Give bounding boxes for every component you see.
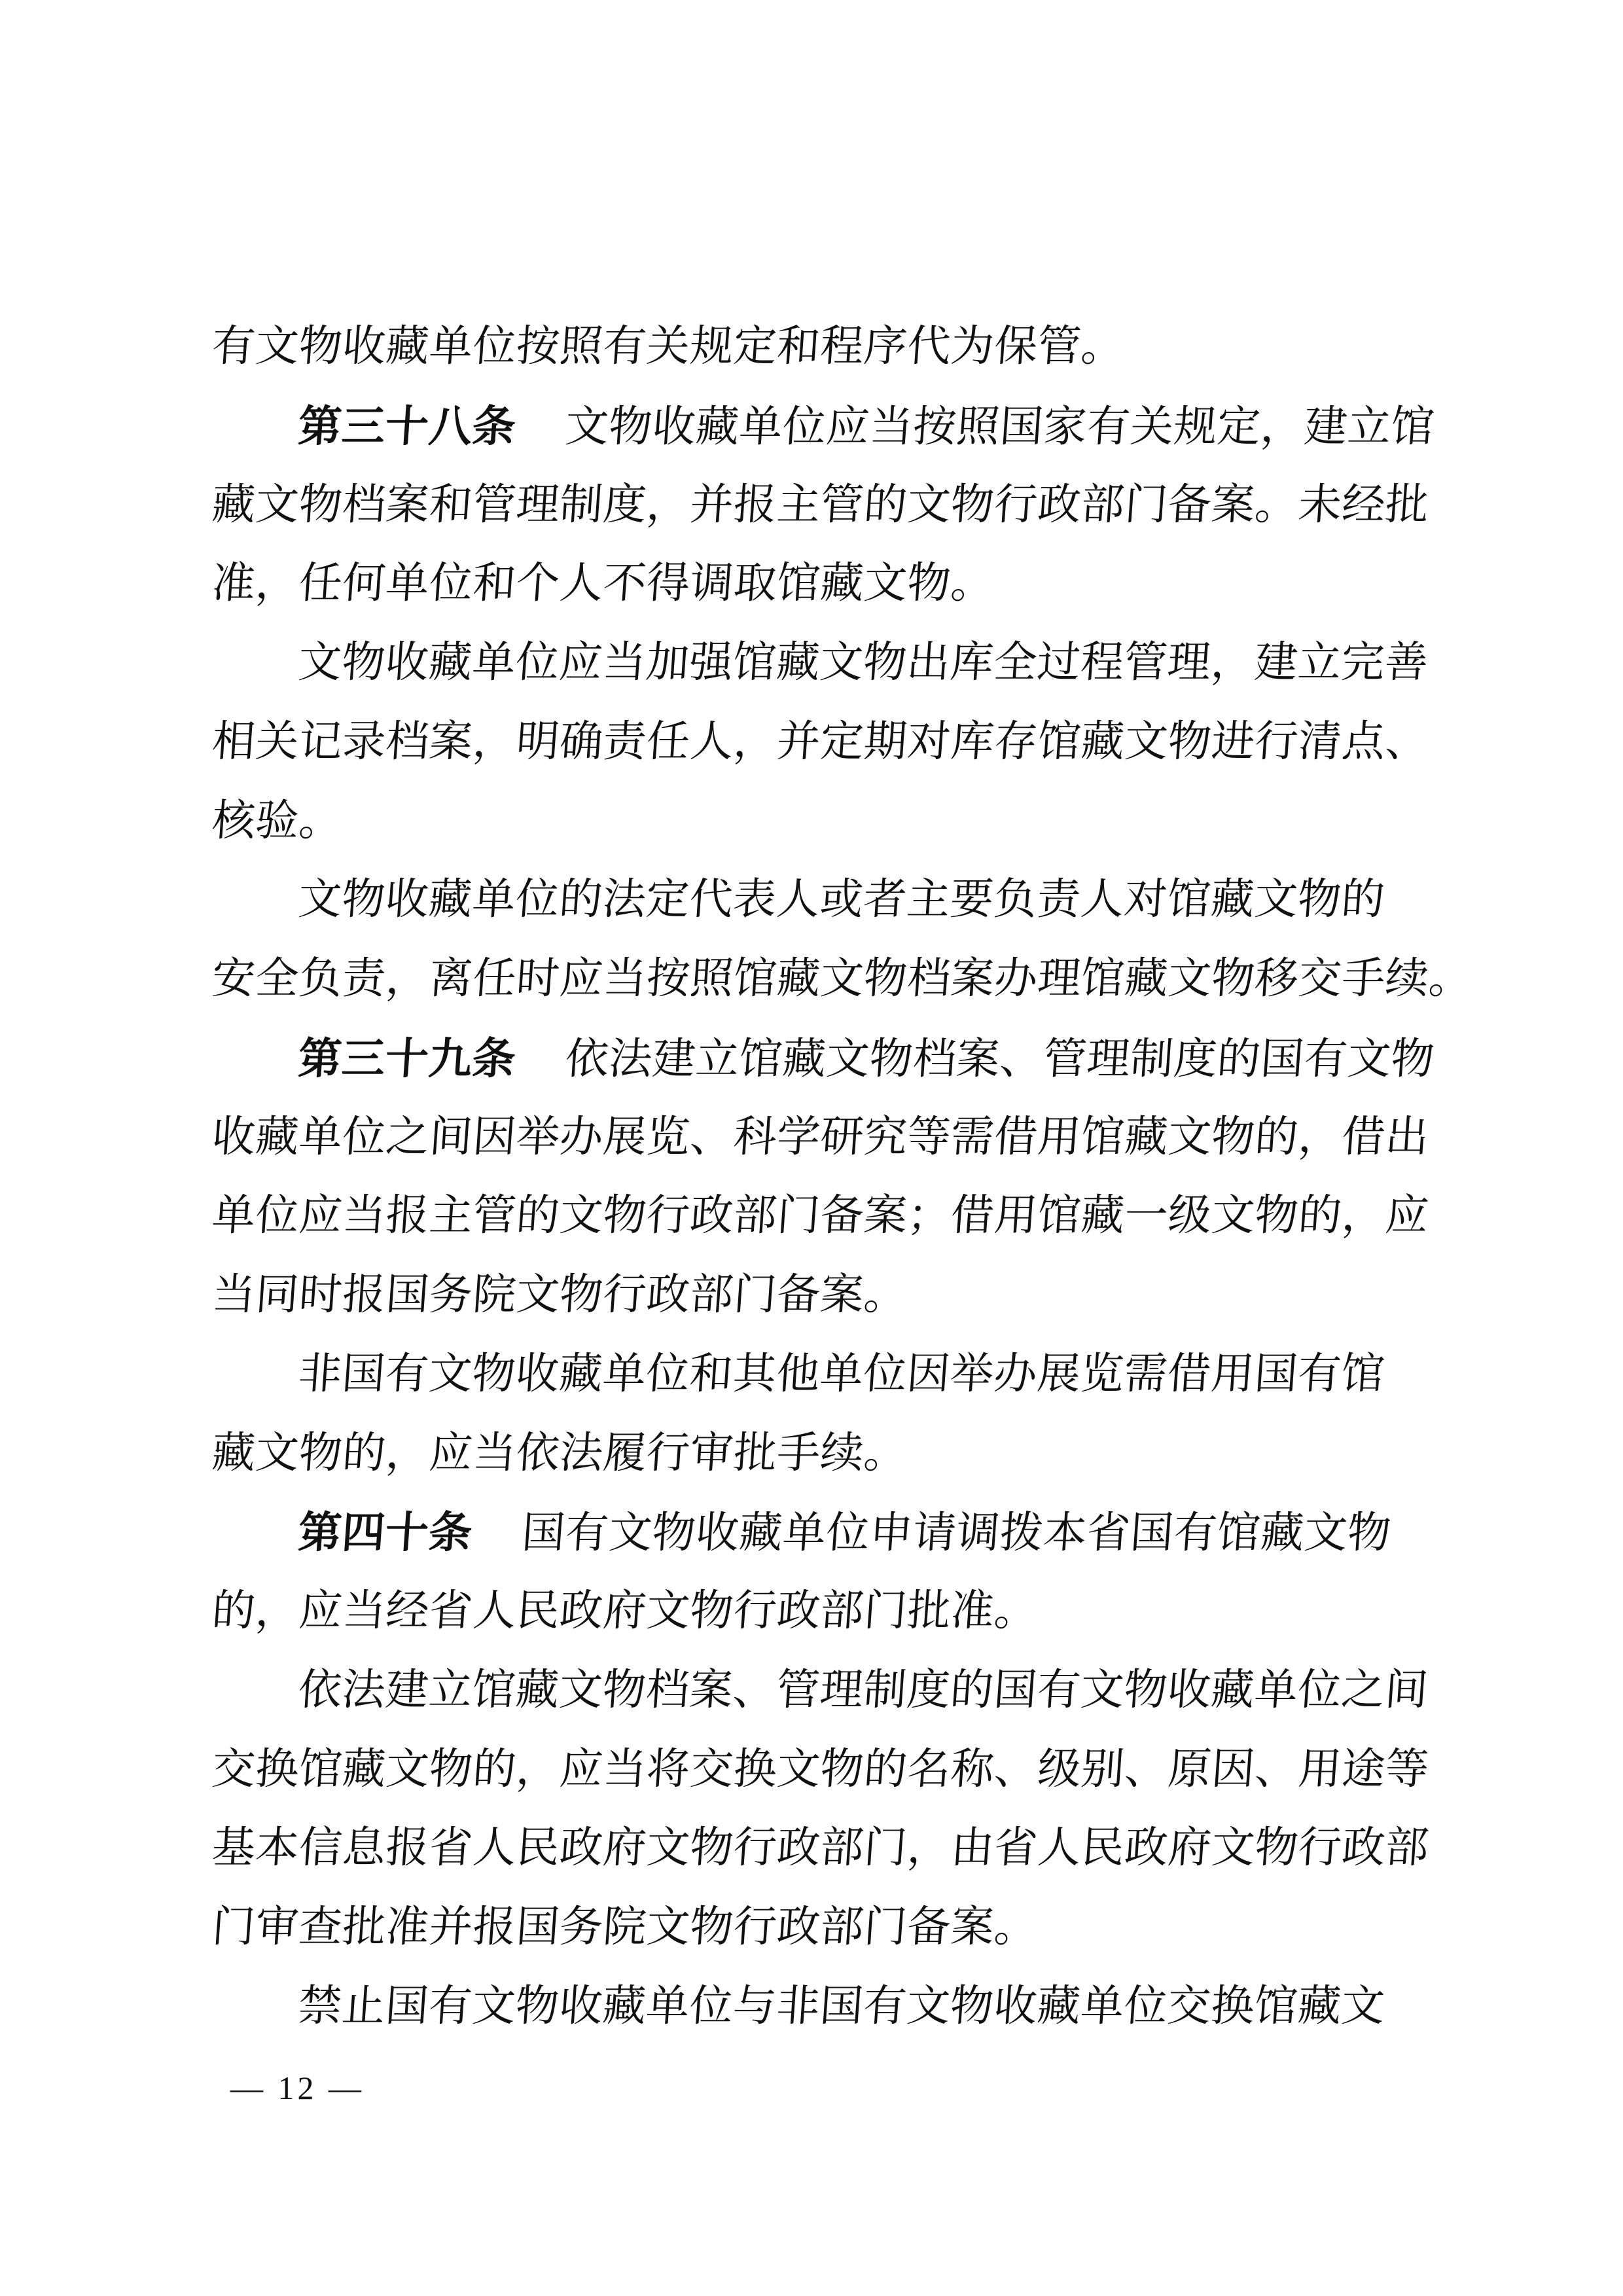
line-text: 文物收藏单位应当按照国家有关规定，建立馆 — [563, 403, 1436, 451]
text-line — [209, 861, 1438, 940]
text-line — [209, 624, 1438, 703]
line-text: 当同时报国务院文物行政部门备案。 — [210, 1271, 910, 1319]
line-text: 藏文物档案和管理制度，并报主管的文物行政部门备案。未经批 — [210, 480, 1431, 529]
article-number: 第三十九条 — [296, 1033, 518, 1083]
line-text: 基本信息报省人民政府文物行政部门，由省人民政府文物行政部 — [210, 1824, 1431, 1873]
line-text: 单位应当报主管的文物行政部门备案；借用馆藏一级文物的，应 — [210, 1192, 1431, 1240]
text-line — [209, 1335, 1438, 1414]
text-line — [209, 1651, 1438, 1731]
text-line — [209, 1414, 1438, 1494]
text-line — [209, 1572, 1438, 1651]
line-text: 禁止国有文物收藏单位与非国有文物收藏单位交换馆藏文 — [296, 1982, 1387, 2030]
page-number: — 12 — — [230, 2070, 365, 2106]
line-text: 文物收藏单位的法定代表人或者主要负责人对馆藏文物的 — [296, 876, 1387, 924]
text-line — [209, 308, 1438, 387]
text-line — [209, 1967, 1438, 2047]
line-text: 依法建立馆藏文物档案、管理制度的国有文物收藏单位之间 — [296, 1666, 1431, 1714]
article-line — [209, 1493, 1438, 1572]
line-text: 非国有文物收藏单位和其他单位因举办展览需借用国有馆 — [296, 1350, 1387, 1398]
text-line — [209, 1888, 1438, 1967]
line-text: 有文物收藏单位按照有关规定和程序代为保管。 — [210, 323, 1127, 370]
line-text: 核验。 — [210, 797, 344, 845]
text-line — [209, 1809, 1438, 1888]
article-number: 第三十八条 — [296, 401, 518, 450]
article-line — [209, 387, 1438, 466]
line-text: 安全负责，离任时应当按照馆藏文物档案办理馆藏文物移交手续。 — [210, 955, 1474, 1003]
text-line — [209, 1256, 1438, 1335]
text-line — [209, 940, 1474, 1019]
line-text: 的，应当经省人民政府文物行政部门批准。 — [210, 1587, 1040, 1635]
line-text: 准，任何单位和个人不得调取馆藏文物。 — [210, 560, 996, 608]
line-text: 依法建立馆藏文物档案、管理制度的国有文物 — [563, 1035, 1436, 1083]
text-line — [209, 1731, 1438, 1810]
text-line — [209, 782, 1438, 861]
text-line — [209, 545, 1438, 624]
text-line — [209, 1177, 1438, 1256]
line-text: 交换馆藏文物的，应当将交换文物的名称、级别、原因、用途等 — [210, 1745, 1431, 1793]
text-line — [209, 703, 1438, 782]
text-line — [209, 1098, 1438, 1177]
line-text: 收藏单位之间因举办展览、科学研究等需借用馆藏文物的，借出 — [210, 1113, 1431, 1161]
line-text: 相关记录档案，明确责任人，并定期对库存馆藏文物进行清点、 — [210, 717, 1431, 766]
article-line — [209, 1019, 1438, 1098]
line-text: 藏文物的，应当依法履行审批手续。 — [210, 1429, 910, 1477]
body-text — [210, 308, 1474, 2047]
line-text: 文物收藏单位应当加强馆藏文物出库全过程管理，建立完善 — [296, 639, 1431, 687]
line-text: 门审查批准并报国务院文物行政部门备案。 — [210, 1903, 1040, 1951]
text-line — [209, 466, 1438, 545]
line-text: 国有文物收藏单位申请调拨本省国有馆藏文物 — [520, 1509, 1393, 1558]
article-number: 第四十条 — [296, 1508, 474, 1557]
